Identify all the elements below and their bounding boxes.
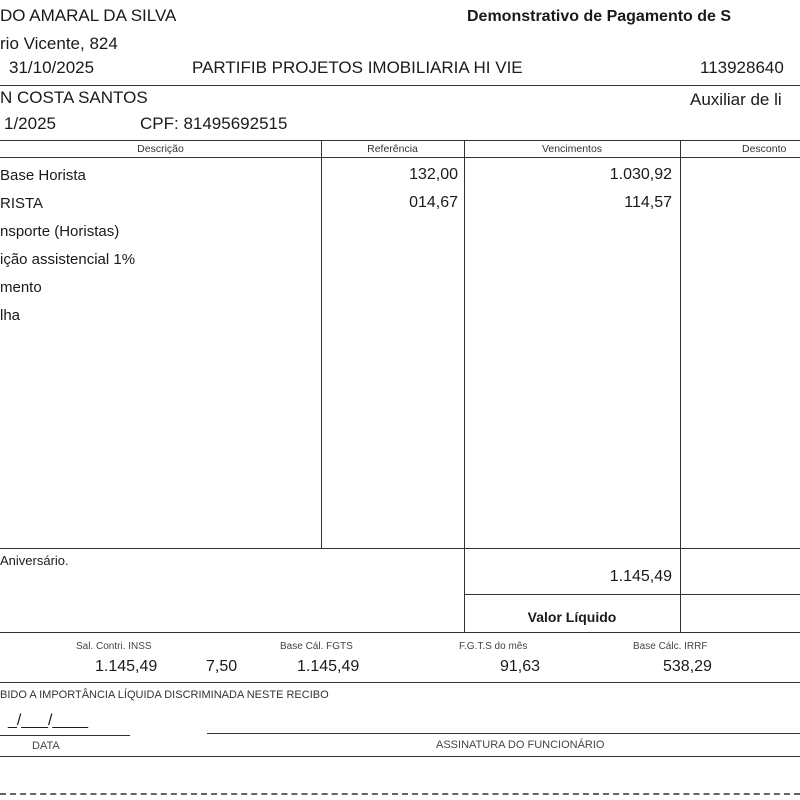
fgts-mes-value: 91,63 (500, 658, 541, 675)
fgts-mes-label: F.G.T.S do mês (459, 641, 528, 652)
base-irrf-value: 538,29 (663, 658, 712, 675)
row-desc: mento (0, 279, 42, 296)
row-desc: ição assistencial 1% (0, 251, 136, 268)
employer-name: DO AMARAL DA SILVA (0, 6, 177, 25)
row-ref: 132,00 (409, 166, 458, 183)
date-underline (0, 735, 130, 736)
employer-address: rio Vicente, 824 (0, 34, 118, 53)
totals-divider (464, 594, 800, 595)
bases-bottom-border (0, 682, 800, 683)
row-desc: RISTA (0, 195, 44, 212)
valor-liquido-label: Valor Líquido (527, 609, 617, 625)
employee-cpf: CPF: 81495692515 (140, 114, 288, 133)
row-ref: 014,67 (409, 194, 458, 211)
table-bottom-border (0, 632, 800, 633)
col-divider-2 (464, 140, 465, 632)
row-desc: Base Horista (0, 167, 86, 184)
company-code: 113928640 (700, 58, 784, 77)
date-label: DATA (32, 740, 60, 752)
date-blank: _/___/____ (8, 712, 89, 729)
col-header-descricao: Descrição (137, 143, 184, 155)
period-date: 31/10/2025 (9, 58, 95, 77)
col-header-descontos: Desconto (742, 143, 787, 155)
receipt-bottom-border (0, 756, 800, 757)
col-header-vencimentos: Vencimentos (541, 143, 603, 155)
row-venc: 114,57 (624, 194, 672, 211)
total-vencimentos: 1.145,49 (609, 568, 672, 585)
row-venc: 1.030,92 (609, 166, 672, 183)
table-body-bottom (0, 548, 800, 549)
signature-line (207, 733, 800, 734)
cut-line (0, 793, 800, 795)
base-irrf-label: Base Cálc. IRRF (633, 641, 708, 652)
signature-label: ASSINATURA DO FUNCIONÁRIO (436, 739, 605, 751)
footer-message: Aniversário. (0, 553, 69, 568)
sal-contr-inss-value: 1.145,49 (95, 658, 158, 675)
employee-name: N COSTA SANTOS (0, 88, 148, 107)
col-divider-3 (680, 140, 681, 632)
header-divider (0, 85, 800, 86)
sal-contr-inss-label: Sal. Contri. INSS (76, 641, 152, 652)
document-title: Demonstrativo de Pagamento de S (467, 8, 732, 25)
company-name: PARTIFIB PROJETOS IMOBILIARIA HI VIE (192, 58, 523, 77)
col-header-referencia: Referência (367, 143, 418, 155)
base-fgts-label: Base Cál. FGTS (280, 641, 353, 652)
employee-role: Auxiliar de li (690, 90, 782, 109)
row-desc: nsporte (Horistas) (0, 223, 120, 240)
extra-value: 7,50 (206, 658, 238, 675)
row-desc: lha (0, 307, 21, 324)
admission-date: 1/2025 (4, 114, 56, 133)
receipt-declaration: BIDO A IMPORTÂNCIA LÍQUIDA DISCRIMINADA NESTE RECIBO (0, 689, 329, 701)
base-fgts-value: 1.145,49 (297, 658, 360, 675)
col-divider-1 (321, 140, 322, 548)
